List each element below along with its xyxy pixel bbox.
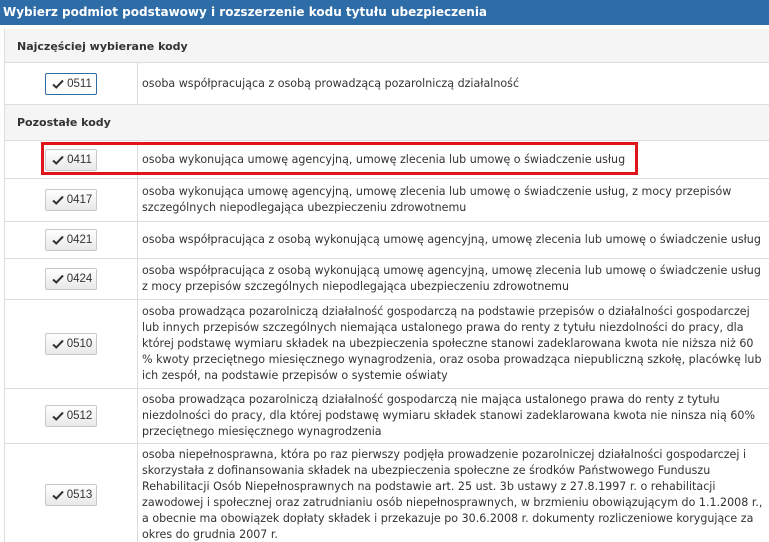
code-button-0421[interactable]: 0421: [45, 229, 98, 251]
check-icon: [52, 274, 64, 284]
code-button-0411[interactable]: 0411: [45, 149, 97, 171]
code-button-0513[interactable]: 0513: [45, 484, 98, 506]
code-description: osoba współpracująca z osobą prowadzącą pozarolniczą działalność: [142, 76, 520, 90]
code-description: osoba współpracująca z osobą wykonującą umowę agencyjną, umowę zlecenia lub umowę o świadczenie usług: [142, 233, 761, 246]
code-button-0512[interactable]: 0512: [45, 405, 98, 427]
table-row: [5, 259, 769, 300]
table-row: [5, 444, 769, 542]
section-other-header: Pozostałe kody: [5, 105, 769, 141]
code-button-0510[interactable]: 0510: [45, 333, 98, 355]
check-icon: [52, 490, 64, 500]
code-list: [4, 29, 769, 542]
check-icon: [52, 411, 64, 421]
table-row: [5, 179, 769, 222]
table-row: [5, 389, 769, 444]
check-icon: [52, 339, 64, 349]
code-description: osoba prowadząca pozarolniczą działalność gospodarczą na podstawie przepisów o działalności gospodarczej lub innych przepisów szczególnych niemająca ustalonego prawa do renty z tytułu niezdolności do pracy, dla której podstawę wymiaru składek na ubezpieczenia społeczne stanowi zadeklarowana kwota nie niższa niż 60 % kwoty przeciętnego miesięcznego wynagrodzenia, oraz osoba prowadząca niepubliczną szkołę, placówkę lub ich zespół, na podstawie przepisów o systemie oświaty: [142, 305, 762, 382]
section-frequent-header: Najczęściej wybierane kody: [5, 29, 769, 63]
table-row: [5, 300, 769, 389]
check-icon: [52, 195, 64, 205]
code-description: osoba wykonująca umowę agencyjną, umowę zlecenia lub umowę o świadczenie usług: [142, 152, 626, 166]
check-icon: [52, 155, 64, 165]
check-icon: [52, 79, 64, 89]
code-button-0424[interactable]: 0424: [45, 268, 98, 290]
code-button-0511[interactable]: 0511: [45, 73, 97, 95]
table-row: [5, 222, 769, 259]
code-button-0417[interactable]: 0417: [45, 189, 98, 211]
table-row: [5, 141, 769, 179]
code-description: osoba wykonująca umowę agencyjną, umowę zlecenia lub umowę o świadczenie usług, z mocy przepisów szczególnych niepodlegająca ubezpieczeniu zdrowotnemu: [142, 185, 732, 214]
code-description: osoba współpracująca z osobą wykonującą umowę agencyjną, umowę zlecenia lub umowę o świadczenie usług z mocy przepisów szczególnych niepodlegająca ubezpieczeniu zdrowotnemu: [142, 264, 761, 293]
code-description: osoba prowadząca pozarolniczą działalność gospodarczą nie mająca ustalonego prawa do renty z tytułu niezdolności do pracy, dla której podstawę wymiaru składek stanowi zadeklarowana kwota nie ninsza nią 60% przeciętnego miesięcznego wynagrodzenia: [142, 393, 755, 438]
dialog-title: Wybierz podmiot podstawowy i rozszerzenie kodu tytułu ubezpieczenia: [0, 0, 769, 25]
code-description: osoba niepełnosprawna, która po raz pierwszy podjęła prowadzenie pozarolniczej działalności gospodarczej i skorzystała z dofinansowania składek na ubezpieczenia społeczne ze środków Państwowego Funduszu Rehabilitacji Osób Niepełnosprawnych na podstawie art. 25 ust. 3b ustawy z 27.8.1997 r. o rehabilitacji zawodowej i społecznej oraz zatrudnianiu osób niepełnosprawnych, w brzmieniu obowiązującym do 1.1.2008 r., a obecnie ma obowiązek dopłaty składek i przekazuje po 30.6.2008 r. dokumenty rozliczeniowe korygujące za okres do grudnia 2007 r.: [142, 448, 763, 541]
check-icon: [52, 235, 64, 245]
table-row: [5, 63, 769, 105]
